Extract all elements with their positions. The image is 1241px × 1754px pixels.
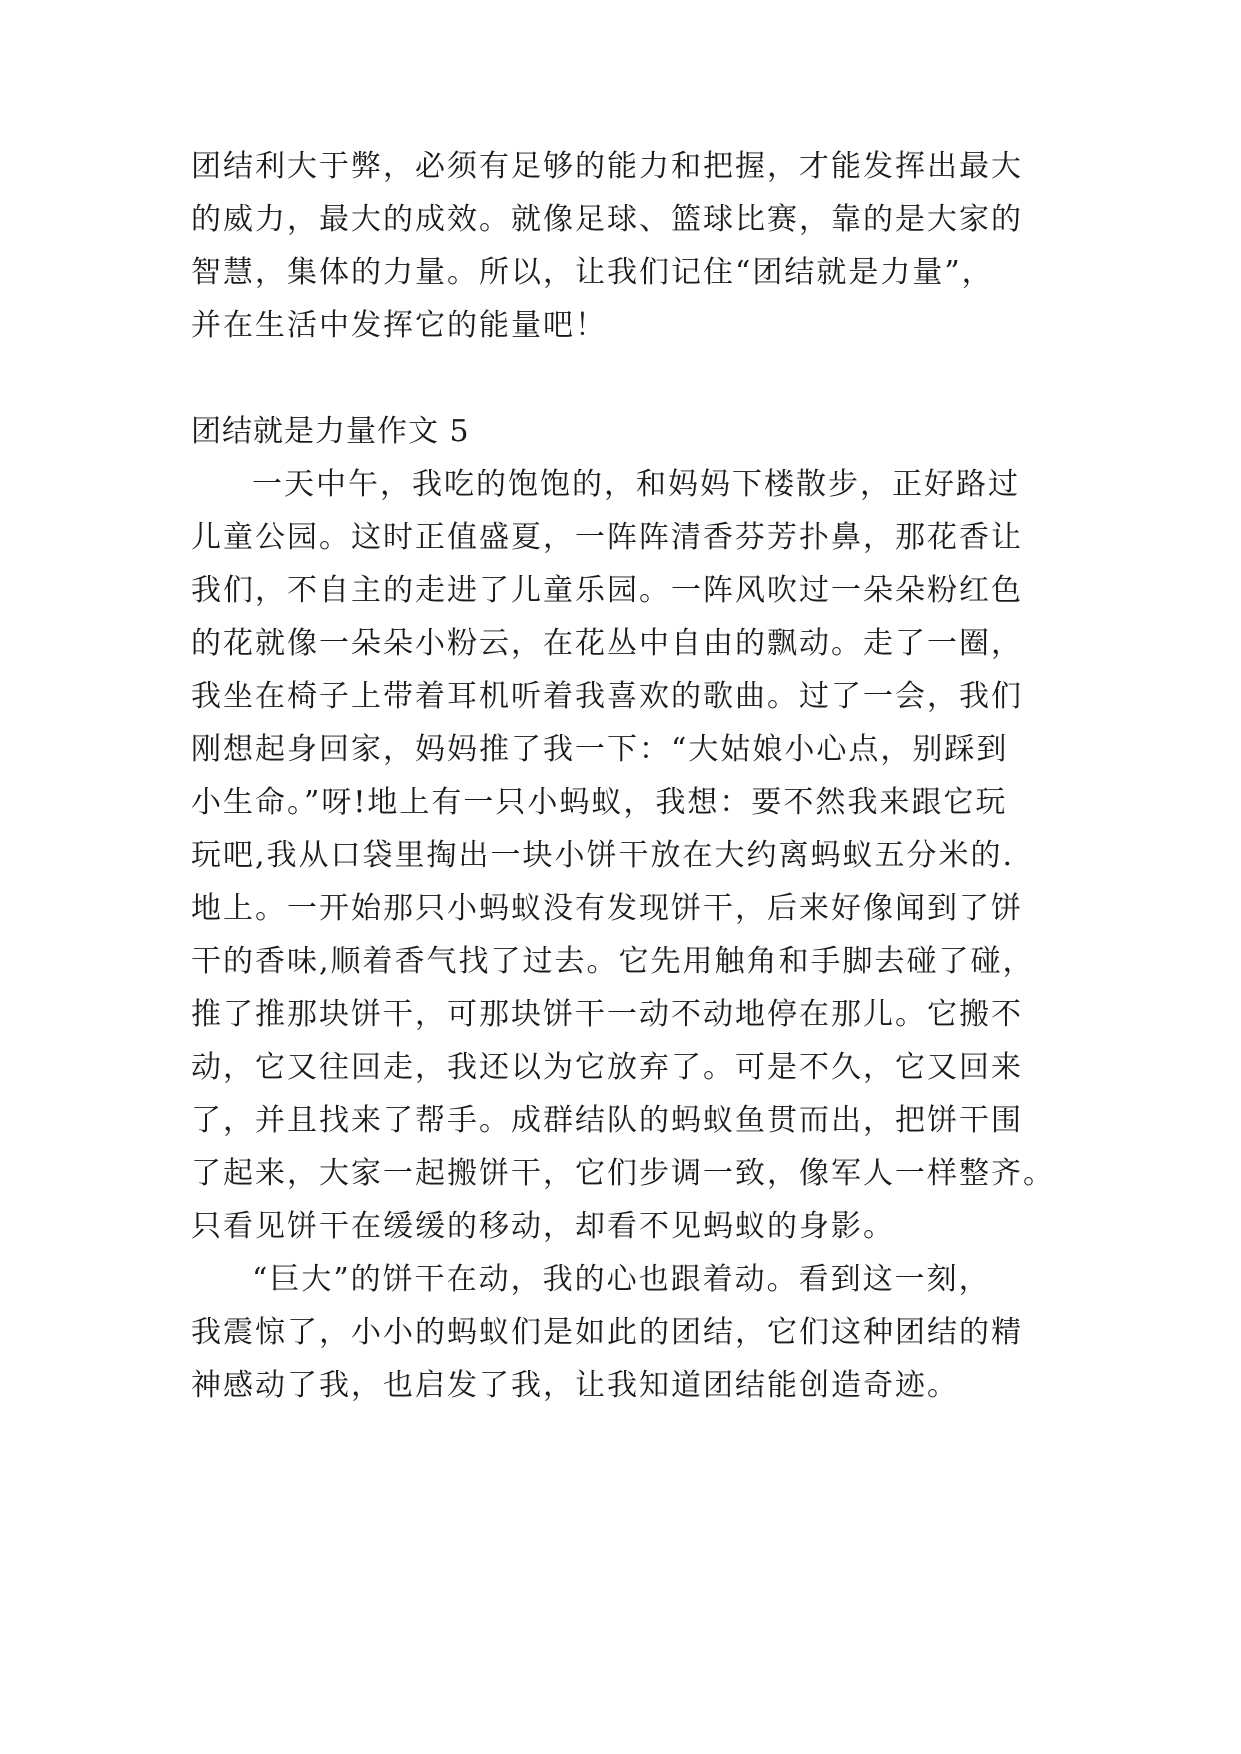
essay-title: 团结就是力量作文 5 bbox=[191, 414, 470, 449]
text-line: 我坐在椅子上带着耳机听着我喜欢的歌曲。过了一会，我们 bbox=[191, 679, 1023, 714]
text-line: 刚想起身回家，妈妈推了我一下：“大姑娘小心点，别踩到 bbox=[191, 732, 1009, 767]
text-line: 了，并且找来了帮手。成群结队的蚂蚁鱼贯而出，把饼干围 bbox=[191, 1103, 1023, 1138]
text-line: 只看见饼干在缓缓的移动，却看不见蚂蚁的身影。 bbox=[191, 1209, 895, 1244]
text-line: 并在生活中发挥它的能量吧！ bbox=[191, 308, 607, 343]
text-line: 一天中午，我吃的饱饱的，和妈妈下楼散步，正好路过 bbox=[252, 467, 1020, 502]
text-line: 了起来，大家一起搬饼干，它们步调一致，像军人一样整齐。 bbox=[191, 1156, 1055, 1191]
text-line: 智慧，集体的力量。所以，让我们记住“团结就是力量”， bbox=[191, 255, 994, 290]
text-line: 地上。一开始那只小蚂蚁没有发现饼干，后来好像闻到了饼 bbox=[191, 891, 1023, 926]
text-line: 动，它又往回走，我还以为它放弃了。可是不久，它又回来 bbox=[191, 1050, 1023, 1085]
text-line: 推了推那块饼干，可那块饼干一动不动地停在那儿。它搬不 bbox=[191, 997, 1023, 1032]
text-line: 小生命。”呀!地上有一只小蚂蚁，我想：要不然我来跟它玩 bbox=[191, 785, 1008, 820]
text-line: 干的香味,顺着香气找了过去。它先用触角和手脚去碰了碰， bbox=[191, 944, 1035, 979]
text-line: 团结利大于弊，必须有足够的能力和把握，才能发挥出最大 bbox=[191, 149, 1023, 184]
text-line: 的花就像一朵朵小粉云，在花丛中自由的飘动。走了一圈， bbox=[191, 626, 1023, 661]
text-line: 我们，不自主的走进了儿童乐园。一阵风吹过一朵朵粉红色 bbox=[191, 573, 1023, 608]
text-line: 玩吧,我从口袋里掏出一块小饼干放在大约离蚂蚁五分米的. bbox=[191, 838, 1015, 873]
text-line: 的威力，最大的成效。就像足球、篮球比赛，靠的是大家的 bbox=[191, 202, 1023, 237]
text-line: 我震惊了，小小的蚂蚁们是如此的团结，它们这种团结的精 bbox=[191, 1315, 1023, 1350]
text-line: “巨大”的饼干在动，我的心也跟着动。看到这一刻， bbox=[252, 1262, 991, 1297]
text-line: 神感动了我，也启发了我，让我知道团结能创造奇迹。 bbox=[191, 1368, 959, 1403]
text-line: 儿童公园。这时正值盛夏，一阵阵清香芬芳扑鼻，那花香让 bbox=[191, 520, 1023, 555]
